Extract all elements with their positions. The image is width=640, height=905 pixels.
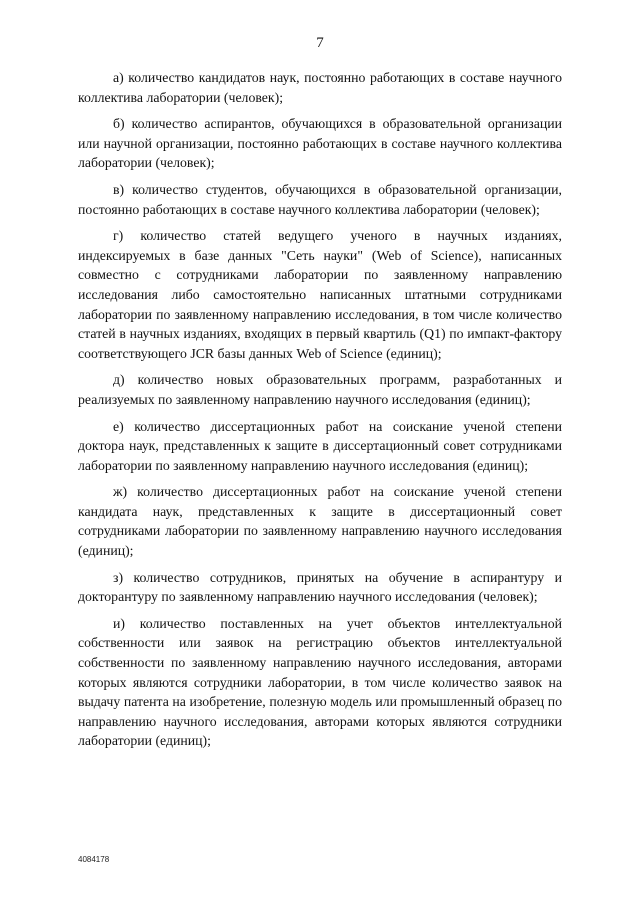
document-code: 4084178 [78, 855, 110, 864]
page-number: 7 [316, 35, 324, 51]
paragraph-z: з) количество сотрудников, принятых на обучение в аспирантуру и докторантуру по заявленному направлению научного исследования (человек); [78, 569, 562, 605]
paragraph-a: а) количество кандидатов наук, постоянно работающих в составе научного коллектива лаборатории (человек); [78, 70, 562, 105]
paragraph-b: б) количество аспирантов, обучающихся в образовательной организации или научной организации, постоянно работающих в составе научного коллектива лаборатории (человек); [78, 116, 562, 171]
paragraph-e: е) количество диссертационных работ на соискание ученой степени доктора наук, представленных к защите в диссертационный совет сотрудниками лаборатории по заявленному направлению научного исследования (единиц); [78, 418, 562, 473]
paragraph-zh: ж) количество диссертационных работ на соискание ученой степени кандидата наук, представленных к защите в диссертационный совет сотрудниками лаборатории по заявленному направлению научного исследования (единиц); [78, 484, 562, 559]
paragraph-d: д) количество новых образовательных программ, разработанных и реализуемых по заявленному направлению научного исследования (единиц); [78, 372, 562, 407]
document-body [78, 68, 562, 758]
paragraph-v: в) количество студентов, обучающихся в образовательной организации, постоянно работающих в составе научного коллектива лаборатории (человек); [78, 181, 562, 217]
paragraph-g: г) количество статей ведущего ученого в научных изданиях, индексируемых в базе данных "Сеть науки" (Web of Science), написанных совместно с сотрудниками лаборатории по заявленному направлению исследования либо самостоятельно написанных штатными сотрудниками лаборатории по заявленному направлению исследования, в том числе количество статей в научных изданиях, входящих в первый квартиль (Q1) по импакт-фактору соответствующего JCR базы данных Web of Science (единиц); [78, 228, 562, 361]
paragraph-i: и) количество поставленных на учет объектов интеллектуальной собственности или заявок на регистрацию объектов интеллектуальной собственности по заявленному направлению научного исследования, авторами которых являются сотрудники лаборатории, в том числе количество заявок на выдачу патента на изобретение, полезную модель или промышленный образец по направлению научного исследования, авторами которых являются сотрудники лаборатории (единиц); [78, 615, 562, 749]
